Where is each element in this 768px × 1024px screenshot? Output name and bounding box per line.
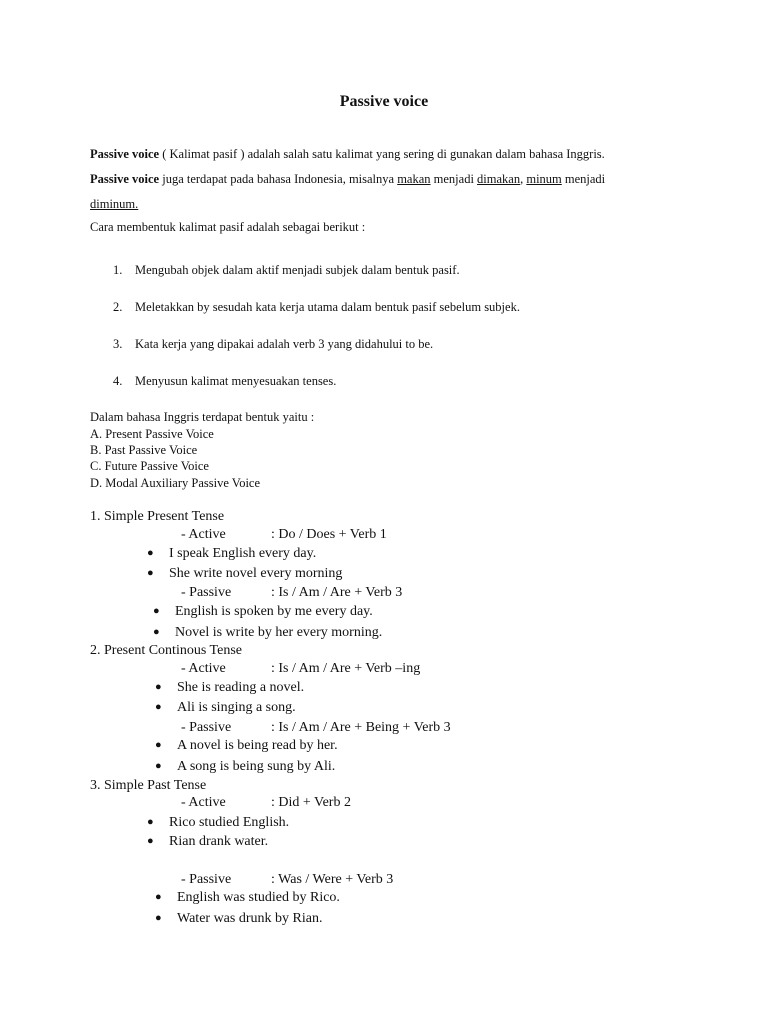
step-item: [113, 263, 460, 278]
step-item: [113, 374, 336, 389]
example-item: [153, 625, 382, 641]
example-text: Rico studied English.: [169, 815, 290, 830]
example-item: [147, 546, 316, 562]
active-rule: [181, 795, 351, 811]
rule-label: - Active: [181, 527, 226, 542]
step-item: [113, 300, 520, 315]
bullet-icon: ●: [153, 626, 160, 638]
bullet-icon: ●: [155, 681, 162, 693]
intro-term: Passive voice: [90, 147, 160, 161]
rule-label: - Passive: [181, 585, 232, 600]
rule-label: - Passive: [181, 720, 232, 735]
form-item: C. Future Passive Voice: [90, 459, 209, 473]
bullet-icon: ●: [155, 701, 162, 713]
rule-formula: : Is / Am / Are + Verb –ing: [271, 661, 421, 676]
example-text: English was studied by Rico.: [177, 890, 340, 905]
intro-paragraph-3: [90, 197, 138, 212]
rule-formula: : Was / Were + Verb 3: [271, 872, 394, 887]
intro-text: juga terdapat pada bahasa Indonesia, misalnya: [159, 172, 398, 186]
tense-heading: 2. Present Continous Tense: [90, 643, 242, 658]
bullet-icon: ●: [153, 605, 160, 617]
passive-rule: [181, 872, 393, 888]
intro-text: menjadi: [561, 172, 606, 186]
bullet-icon: ●: [155, 739, 162, 751]
step-number: 2.: [113, 300, 123, 314]
rule-formula: : Is / Am / Are + Being + Verb 3: [271, 720, 451, 735]
rule-label: - Active: [181, 795, 226, 810]
intro-text: menjadi: [430, 172, 478, 186]
intro-paragraph-4: Cara membentuk kalimat pasif adalah sebagai berikut :: [90, 220, 366, 234]
example-text: Rian drank water.: [169, 834, 269, 849]
example-item: [155, 738, 338, 754]
example-text: A song is being sung by Ali.: [177, 759, 336, 774]
step-number: 3.: [113, 337, 123, 351]
form-item: A. Present Passive Voice: [90, 427, 214, 441]
page-title: Passive voice: [339, 93, 429, 110]
example-item: [155, 890, 340, 906]
rule-formula: : Is / Am / Are + Verb 3: [271, 585, 403, 600]
example-item: [147, 566, 342, 582]
bullet-icon: ●: [155, 891, 162, 903]
example-item: [155, 911, 322, 927]
example-item: [155, 680, 304, 696]
intro-term: Passive voice: [90, 172, 160, 186]
bullet-icon: ●: [155, 760, 162, 772]
example-item: [155, 759, 335, 775]
bullet-icon: ●: [147, 816, 154, 828]
forms-heading: Dalam bahasa Inggris terdapat bentuk yaitu :: [90, 410, 315, 424]
bullet-icon: ●: [147, 835, 154, 847]
tense-heading: 3. Simple Past Tense: [90, 778, 207, 793]
rule-formula: : Did + Verb 2: [271, 795, 351, 810]
example-text: She write novel every morning: [169, 566, 343, 581]
step-number: 4.: [113, 374, 123, 388]
tense-heading: 1. Simple Present Tense: [90, 509, 225, 524]
example-item: [155, 700, 296, 716]
example-item: [147, 834, 268, 850]
form-item: D. Modal Auxiliary Passive Voice: [90, 476, 261, 490]
example-text: Ali is singing a song.: [177, 700, 296, 715]
rule-label: - Active: [181, 661, 226, 676]
step-number: 1.: [113, 263, 123, 277]
step-text: Kata kerja yang dipakai adalah verb 3 yang didahului to be.: [135, 337, 434, 351]
step-item: [113, 337, 433, 352]
example-text: She is reading a novel.: [177, 680, 305, 695]
example-word: diminum.: [90, 197, 139, 211]
form-item: B. Past Passive Voice: [90, 443, 198, 457]
example-word: makan: [397, 172, 431, 186]
example-text: English is spoken by me every day.: [175, 604, 373, 619]
example-text: A novel is being read by her.: [177, 738, 338, 753]
bullet-icon: ●: [147, 567, 154, 579]
rule-label: - Passive: [181, 872, 232, 887]
example-text: Novel is write by her every morning.: [175, 625, 383, 640]
example-item: [147, 815, 289, 831]
bullet-icon: ●: [147, 547, 154, 559]
step-text: Meletakkan by sesudah kata kerja utama dalam bentuk pasif sebelum subjek.: [135, 300, 520, 314]
active-rule: [181, 527, 387, 543]
intro-text: ( Kalimat pasif ) adalah salah satu kalimat yang sering di gunakan dalam bahasa Inggris.: [159, 147, 605, 161]
intro-text: ,: [520, 172, 527, 186]
bullet-icon: ●: [155, 912, 162, 924]
rule-formula: : Do / Does + Verb 1: [271, 527, 387, 542]
passive-rule: [181, 585, 402, 601]
example-text: I speak English every day.: [169, 546, 317, 561]
example-text: Water was drunk by Rian.: [177, 911, 323, 926]
intro-paragraph-2: [90, 172, 605, 187]
example-word: minum: [526, 172, 562, 186]
passive-rule: [181, 720, 451, 736]
step-text: Menyusun kalimat menyesuakan tenses.: [135, 374, 337, 388]
active-rule: [181, 661, 420, 677]
example-word: dimakan: [477, 172, 521, 186]
step-text: Mengubah objek dalam aktif menjadi subjek dalam bentuk pasif.: [135, 263, 460, 277]
intro-paragraph-1: [90, 147, 605, 162]
example-item: [153, 604, 373, 620]
